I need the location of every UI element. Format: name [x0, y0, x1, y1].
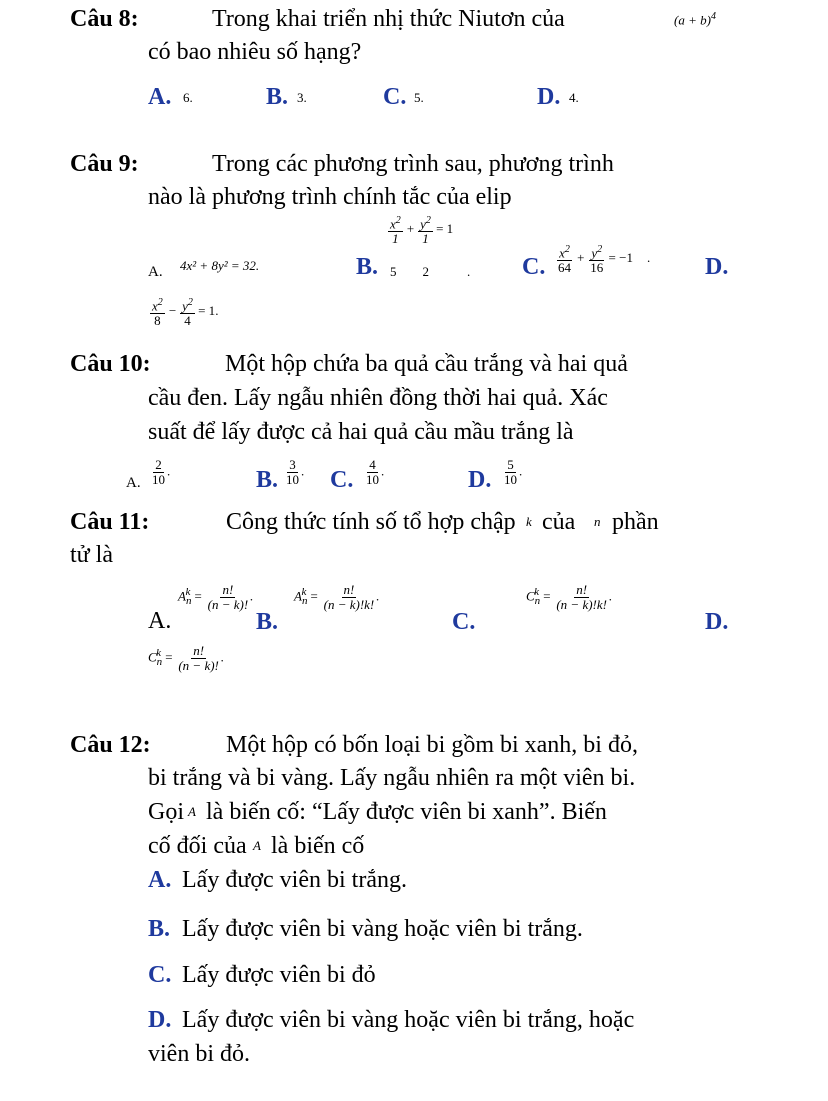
- q8-text1: Trong khai triển nhị thức Niutơn của: [212, 6, 565, 32]
- q9-opt-d-eq: $\frac{x^2}{8}$ − $\frac{y^2}{4}$ = 1.: [152, 297, 219, 329]
- q8-opt-c-value: 5.: [414, 90, 424, 105]
- q12-text3b: là biến cố: “Lấy được viên bi xanh”. Biến: [206, 799, 607, 825]
- q8-text2: có bao nhiêu số hạng?: [148, 39, 362, 65]
- q12-opt-b-text: Lấy được viên bi vàng hoặc viên bi trắng.: [182, 916, 583, 942]
- q10-opt-c-frac: $\frac{4}{10}$ .: [366, 457, 385, 487]
- q11-opt-b-formula: $A_n^k$ = $\frac{n!}{(n - k)!k!}$ .: [294, 582, 380, 612]
- q12-event-a-2: A: [253, 838, 261, 853]
- q12-text4a: cố đối của: [148, 833, 247, 859]
- q10-opt-a-label: A.: [126, 475, 141, 491]
- q11-opt-b-label: B.: [256, 609, 279, 635]
- q11-cua: của: [542, 509, 576, 535]
- q12-text2: bi trắng và bi vàng. Lấy ngẫu nhiên ra một viên bi.: [148, 765, 636, 791]
- q11-phan: phần: [612, 509, 659, 535]
- q8-opt-a-value: 6.: [183, 90, 193, 105]
- q10-opt-a-frac: $\frac{2}{10}$ .: [152, 457, 171, 487]
- q10-opt-b-label: B.: [256, 467, 279, 493]
- q12-event-a: A: [188, 804, 196, 819]
- q12-opt-d-label: D.: [148, 1007, 172, 1033]
- q12-opt-a-text: Lấy được viên bi trắng.: [182, 867, 407, 893]
- q11-opt-d-label: D.: [705, 609, 729, 635]
- q12-text3a: Gọi: [148, 799, 184, 825]
- q12-opt-c-label: C.: [148, 962, 172, 988]
- q10-text1: Một hộp chứa ba quả cầu trắng và hai quả: [225, 351, 628, 377]
- q9-text2: nào là phương trình chính tắc của elip: [148, 184, 512, 210]
- q10-opt-c-label: C.: [330, 467, 354, 493]
- q10-text3: suất để lấy được cả hai quả cầu mầu trắng là: [148, 419, 574, 445]
- q11-opt-c-label: C.: [452, 609, 476, 635]
- q10-text2: cầu đen. Lấy ngẫu nhiên đồng thời hai quả. Xác: [148, 385, 608, 411]
- q11-opt-a-formula: $A_n^k$ = $\frac{n!}{(n - k)!}$ .: [178, 582, 254, 612]
- q9-opt-a-label: A.: [148, 264, 163, 280]
- q11-opt-d-formula: $C_n^k$ = $\frac{n!}{(n - k)!}$ .: [148, 643, 225, 673]
- q9-text1: Trong các phương trình sau, phương trình: [212, 151, 614, 177]
- q9-opt-a-eq: 4x² + 8y² = 32.: [180, 258, 260, 273]
- q12-label: Câu 12:: [70, 732, 151, 758]
- q8-opt-c-label: C.: [383, 84, 407, 110]
- q12-opt-c-text: Lấy được viên bi đỏ: [182, 962, 376, 988]
- q10-label: Câu 10:: [70, 351, 151, 377]
- q8-opt-b-value: 3.: [297, 90, 307, 105]
- q8-label: Câu 8:: [70, 6, 139, 32]
- q11-label: Câu 11:: [70, 509, 150, 535]
- q11-opt-c-formula: $C_n^k$ = $\frac{n!}{(n - k)!k!}$ .: [526, 582, 613, 612]
- q8-opt-d-value: 4.: [569, 90, 579, 105]
- q9-label: Câu 9:: [70, 151, 139, 177]
- q10-opt-b-frac: $\frac{3}{10}$ .: [286, 457, 305, 487]
- q11-k: k: [526, 514, 532, 529]
- q12-opt-d-text1: Lấy được viên bi vàng hoặc viên bi trắng, hoặc: [182, 1007, 635, 1033]
- q9-opt-c-eq: $\frac{x^2}{64}$ + $\frac{y^2}{16}$ = −1 .: [558, 244, 651, 276]
- q8-expr: $(a + b)^4$: [674, 11, 716, 28]
- q9-opt-d-label: D.: [705, 254, 729, 280]
- q8-opt-d-label: D.: [537, 84, 561, 110]
- q12-opt-a-label: A.: [148, 867, 172, 893]
- q8-opt-a-label: A.: [148, 84, 172, 110]
- q12-text1: Một hộp có bốn loại bi gồm bi xanh, bi đỏ,: [226, 732, 638, 758]
- q10-opt-d-frac: $\frac{5}{10}$ .: [504, 457, 523, 487]
- q12-opt-d-text2: viên bi đỏ.: [148, 1041, 250, 1067]
- q10-opt-d-label: D.: [468, 467, 492, 493]
- q11-text1: Công thức tính số tổ hợp chập: [226, 509, 516, 535]
- q9-opt-b-denominators: 5 2 .: [390, 264, 471, 279]
- q11-n: n: [594, 514, 601, 529]
- q9-opt-b-label: B.: [356, 254, 379, 280]
- q12-text4b: là biến cố: [271, 833, 365, 859]
- q11-text2: tử là: [70, 542, 113, 568]
- q9-opt-b-eq: $\frac{x^2}{1}$ + $\frac{y^2}{1}$ = 1: [390, 215, 454, 247]
- q9-opt-c-label: C.: [522, 254, 546, 280]
- q11-opt-a-label: A.: [148, 608, 172, 634]
- q12-opt-b-label: B.: [148, 916, 171, 942]
- q8-opt-b-label: B.: [266, 84, 289, 110]
